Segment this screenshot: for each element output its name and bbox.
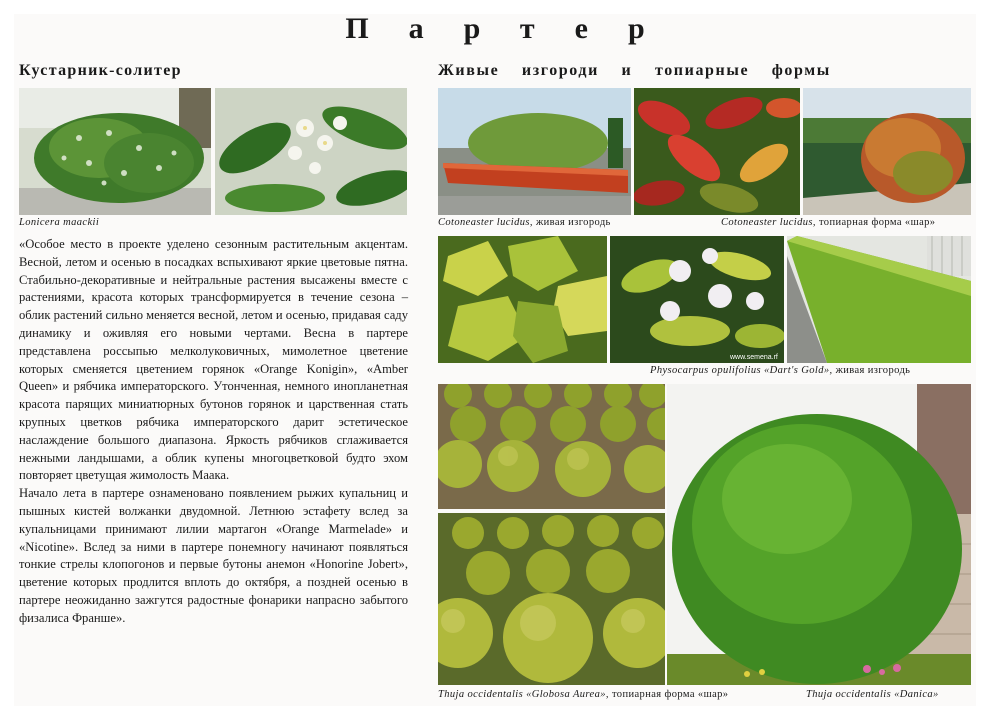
right-section-heading: Живые изгороди и топиарные формы bbox=[438, 62, 831, 79]
cotoneaster-hedge-photo bbox=[438, 88, 631, 215]
thuja-globosa-closeup-photo bbox=[438, 513, 665, 685]
cotoneaster-hedge-caption bbox=[438, 217, 611, 228]
physocarpus-flowers-photo bbox=[610, 236, 784, 363]
body-paragraph-1: «Особое место в проекте уделено сезонным растительным акцентам. Весной, летом и осенью в посадках вспыхивают яркие цветовые пятна. Стабильно-декоративные и нейтральные растения высажены вместе с растениями, красота которых трансформируется в течение сезона – облик растений сильно меняется весной, летом и осенью, придавая саду динамику и оживляя его новыми чертами. Весна в партере представлена россыпью мелколуковичных, мимолетное цветение которых сменяется цветением горянок «Orange Konigin», «Amber Queen» и рябчика императорского. Утонченная, немного инопланетная красота парящих миниатюрных бутонов горянок и царственная стать крупных цветков рябчика императорского дарит эстетическое наслаждение большого диапазона. Яркость рябчиков сглаживается нежными ландышами, а облик купены многоцветковой будто эхом повторяет цветущая жимолость Маака. bbox=[19, 237, 408, 483]
physocarpus-caption bbox=[650, 365, 910, 376]
cotoneaster-ball-photo bbox=[803, 88, 971, 215]
lonicera-flower-photo bbox=[215, 88, 407, 215]
thuja-danica-latin: Thuja occidentalis «Danica» bbox=[806, 689, 939, 700]
thuja-globosa-latin: Thuja occidentalis «Globosa Aurea», bbox=[438, 689, 609, 700]
cotoneaster-ball-latin: Cotoneaster lucidus, bbox=[721, 217, 816, 228]
thuja-danica-photo bbox=[667, 384, 971, 685]
body-paragraph-2: Начало лета в партере ознаменовано появлением рыжих купальниц и пышных кистей волжанки двудомной. Летнюю эстафету вслед за купальницами принимают лилии мартагон «Orange Marmelade» и «Nicotine». Вслед за ними в партере понемногу начинают появляться тонкие стрелы клопогонов и первые бутоны анемон «Honorine Jobert», цветение которых продлится вплоть до октября, а поздней осенью в партере неожиданно зажгутся радостные фонарики напрасно забытого физалиса Франше». bbox=[19, 486, 408, 625]
cotoneaster-ball-desc: топиарная форма «шар» bbox=[815, 217, 936, 228]
physocarpus-watermark: www.semena.rf bbox=[730, 354, 778, 361]
cotoneaster-ball-caption bbox=[721, 217, 935, 228]
cotoneaster-foliage-photo bbox=[634, 88, 800, 215]
thuja-globosa-caption bbox=[438, 689, 728, 700]
physocarpus-leaves-photo bbox=[438, 236, 607, 363]
thuja-danica-caption bbox=[806, 689, 939, 700]
lonicera-shrub-photo bbox=[19, 88, 211, 215]
lonicera-caption bbox=[19, 217, 99, 228]
physocarpus-latin: Physocarpus opulifolius «Dart's Gold», bbox=[650, 365, 833, 376]
thuja-globosa-desc: топиарная форма «шар» bbox=[608, 689, 729, 700]
page-title: Партер bbox=[345, 12, 685, 45]
physocarpus-desc: живая изгородь bbox=[832, 365, 911, 376]
lonicera-latin-name: Lonicera maackii bbox=[19, 217, 100, 228]
thuja-globosa-rows-photo bbox=[438, 384, 665, 509]
physocarpus-hedge-photo bbox=[787, 236, 971, 363]
cotoneaster-hedge-latin: Cotoneaster lucidus, bbox=[438, 217, 533, 228]
cotoneaster-hedge-desc: живая изгородь bbox=[532, 217, 611, 228]
body-text bbox=[19, 236, 408, 628]
left-section-heading: Кустарник-солитер bbox=[19, 62, 182, 79]
